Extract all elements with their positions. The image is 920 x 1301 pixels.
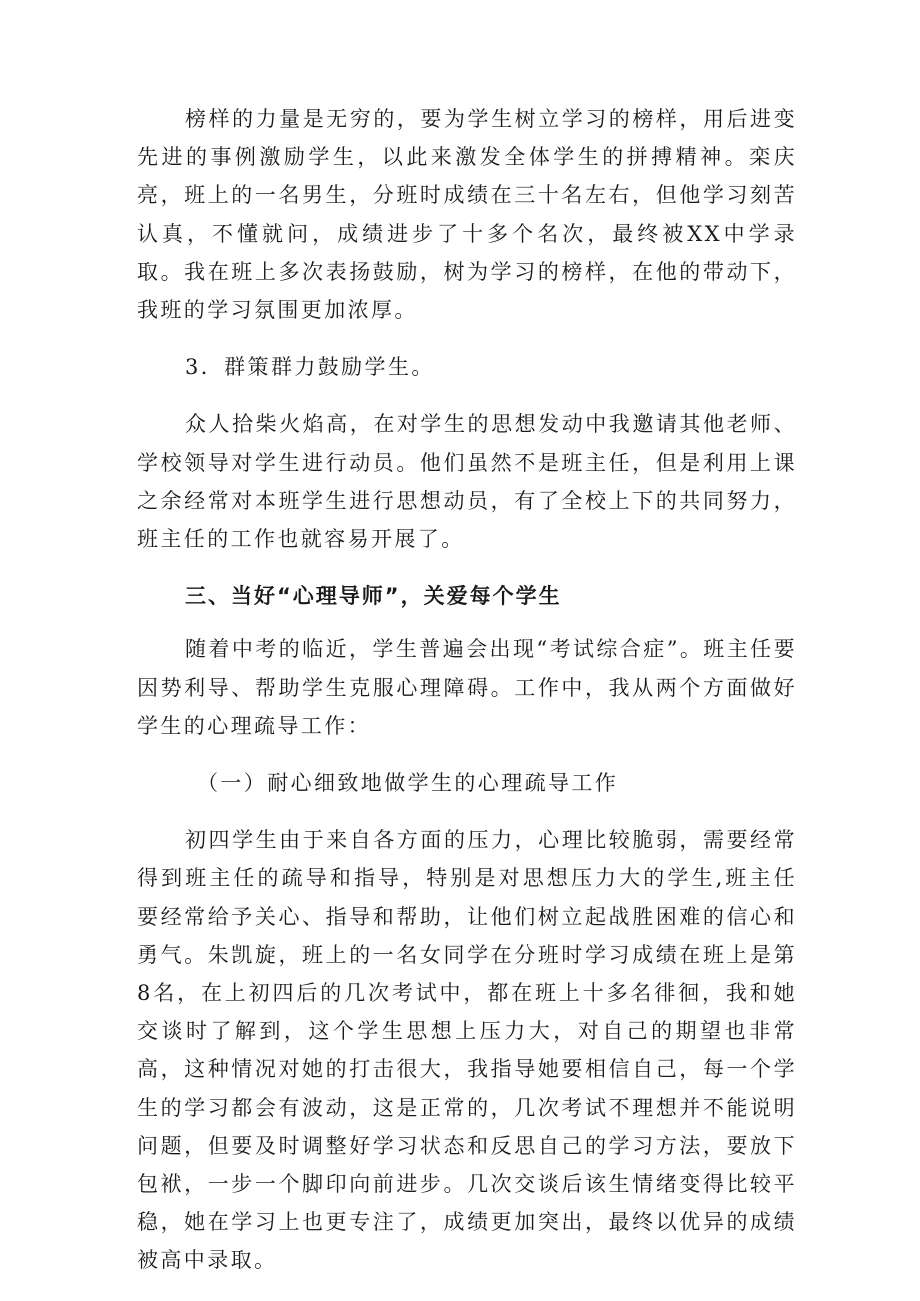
paragraph-counseling-case: 初四学生由于来自各方面的压力，心理比较脆弱，需要经常得到班主任的疏导和指导，特别是对思想压力大的学生,班主任要经常给予关心、指导和帮助，让他们树立起战胜困难的信心和勇气。朱凯旋，班上的一名女同学在分班时学习成绩在班上是第8名，在上初四后的几次考试中，都在班上十多名徘徊，我和她交谈时了解到，这个学生思想上压力大，对自己的期望也非常高，这种情况对她的打击很大，我指导她要相信自己，每一个学生的学习都会有波动，这是正常的，几次考试不理想并不能说明问题，但要及时调整好学习状态和反思自己的学习方法，要放下包袱，一步一个脚印向前进步。几次交谈后该生情绪变得比较平稳，她在学习上也更专注了，成绩更加突出，最终以优异的成绩被高中录取。 xyxy=(137,828,797,1273)
paragraph-exam-syndrome: 随着中考的临近，学生普遍会出现“考试综合症”。班主任要因势利导、帮助学生克服心理障碍。工作中，我从两个方面做好学生的心理疏导工作： xyxy=(137,637,797,738)
paragraph-role-model: 榜样的力量是无穷的，要为学生树立学习的榜样，用后进变先进的事例激励学生，以此来激发全体学生的拼搏精神。栾庆亮，班上的一名男生，分班时成绩在三十名左右，但他学习刻苦认真，不懂就问，成绩进步了十多个名次，最终被XX中学录取。我在班上多次表扬鼓励，树为学习的榜样，在他的带动下，我班的学习氛围更加浓厚。 xyxy=(137,107,797,323)
paragraph-teamwork: 众人拾柴火焰高，在对学生的思想发动中我邀请其他老师、学校领导对学生进行动员。他们虽然不是班主任，但是利用上课之余经常对本班学生进行思想动员，有了全校上下的共同努力，班主任的工作也就容易开展了。 xyxy=(137,412,797,552)
list-item-3: 3．群策群力鼓励学生。 xyxy=(185,355,435,380)
section-heading-3: 三、当好“心理导师”，关爱每个学生 xyxy=(185,584,562,609)
subsection-heading-1: （一）耐心细致地做学生的心理疏导工作 xyxy=(197,771,619,796)
document-page xyxy=(137,100,797,1299)
